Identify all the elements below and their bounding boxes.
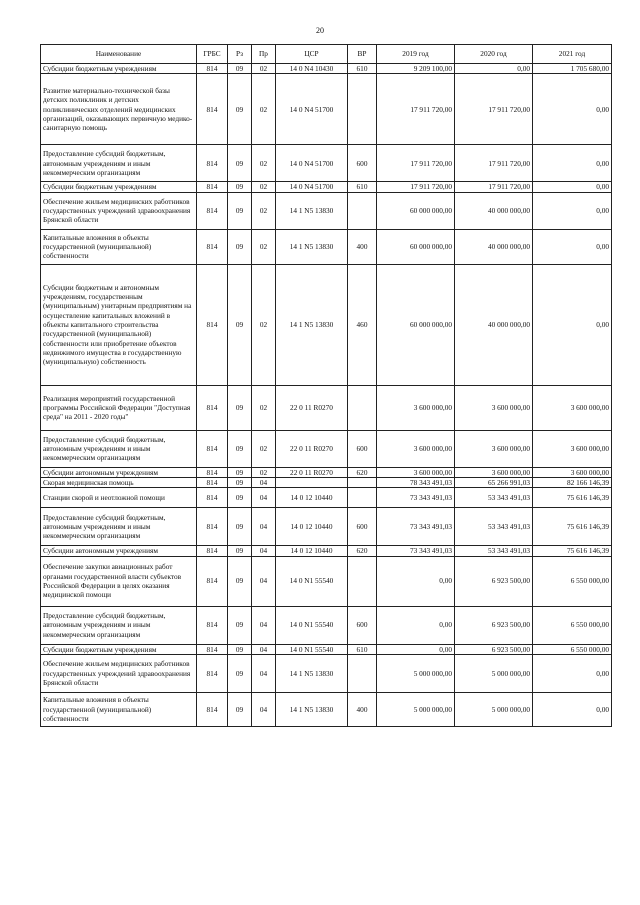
column-header: Пр xyxy=(252,45,276,64)
section-code: 09 xyxy=(228,145,252,182)
column-header: ЦСР xyxy=(276,45,348,64)
expense-type-code: 600 xyxy=(348,430,377,467)
section-code: 09 xyxy=(228,556,252,606)
amount-2019: 73 343 491,03 xyxy=(377,488,455,508)
subsection-code: 04 xyxy=(252,692,276,726)
table-body xyxy=(41,64,612,727)
item-name: Субсидии автономным учреждениям xyxy=(41,546,197,556)
column-header: 2019 год xyxy=(377,45,455,64)
amount-2019: 60 000 000,00 xyxy=(377,264,455,385)
table-row xyxy=(41,556,612,606)
subsection-code: 04 xyxy=(252,606,276,644)
expense-type-code xyxy=(348,556,377,606)
expense-type-code: 620 xyxy=(348,546,377,556)
amount-2021: 0,00 xyxy=(533,182,612,192)
subsection-code: 04 xyxy=(252,546,276,556)
section-code: 09 xyxy=(228,264,252,385)
section-code: 09 xyxy=(228,74,252,145)
section-code: 09 xyxy=(228,182,252,192)
section-code: 09 xyxy=(228,430,252,467)
expense-type-code xyxy=(348,74,377,145)
amount-2021: 3 600 000,00 xyxy=(533,430,612,467)
target-article-code: 14 0 12 10440 xyxy=(276,546,348,556)
expense-type-code: 620 xyxy=(348,467,377,477)
section-code: 09 xyxy=(228,477,252,487)
grbs-code: 814 xyxy=(197,182,228,192)
item-name: Станции скорой и неотложной помощи xyxy=(41,488,197,508)
amount-2020: 6 923 500,00 xyxy=(455,556,533,606)
amount-2021: 0,00 xyxy=(533,264,612,385)
table-row xyxy=(41,385,612,430)
expense-type-code xyxy=(348,654,377,692)
amount-2021: 75 616 146,39 xyxy=(533,508,612,546)
table-row xyxy=(41,74,612,145)
item-name: Капитальные вложения в объекты государственной (муниципальной) собственности xyxy=(41,692,197,726)
grbs-code: 814 xyxy=(197,692,228,726)
subsection-code: 02 xyxy=(252,264,276,385)
grbs-code: 814 xyxy=(197,192,228,229)
amount-2020: 6 923 500,00 xyxy=(455,644,533,654)
amount-2019: 3 600 000,00 xyxy=(377,467,455,477)
amount-2020: 53 343 491,03 xyxy=(455,508,533,546)
grbs-code: 814 xyxy=(197,385,228,430)
amount-2020: 3 600 000,00 xyxy=(455,430,533,467)
item-name: Капитальные вложения в объекты государственной (муниципальной) собственности xyxy=(41,229,197,264)
amount-2019: 78 343 491,03 xyxy=(377,477,455,487)
table-row xyxy=(41,508,612,546)
target-article-code: 14 0 12 10440 xyxy=(276,488,348,508)
target-article-code: 22 0 11 R0270 xyxy=(276,430,348,467)
grbs-code: 814 xyxy=(197,644,228,654)
item-name: Предоставление субсидий бюджетным, автономным учреждениям и иным некоммерческим организациям xyxy=(41,606,197,644)
amount-2020: 53 343 491,03 xyxy=(455,546,533,556)
expense-type-code: 610 xyxy=(348,644,377,654)
amount-2021: 75 616 146,39 xyxy=(533,488,612,508)
section-code: 09 xyxy=(228,488,252,508)
expense-type-code: 400 xyxy=(348,229,377,264)
item-name: Обеспечение жильем медицинских работников государственных учреждений здравоохранения Брянской области xyxy=(41,654,197,692)
page-number: 20 xyxy=(316,26,324,35)
target-article-code xyxy=(276,477,348,487)
amount-2020: 53 343 491,03 xyxy=(455,488,533,508)
expense-type-code: 600 xyxy=(348,145,377,182)
item-name: Субсидии автономным учреждениям xyxy=(41,467,197,477)
amount-2020: 40 000 000,00 xyxy=(455,229,533,264)
table-row xyxy=(41,477,612,487)
column-header: ВР xyxy=(348,45,377,64)
subsection-code: 02 xyxy=(252,74,276,145)
grbs-code: 814 xyxy=(197,508,228,546)
amount-2021: 1 705 680,00 xyxy=(533,64,612,74)
table-row xyxy=(41,546,612,556)
amount-2019: 60 000 000,00 xyxy=(377,229,455,264)
subsection-code: 02 xyxy=(252,145,276,182)
target-article-code: 14 0 N4 51700 xyxy=(276,145,348,182)
grbs-code: 814 xyxy=(197,556,228,606)
amount-2020: 40 000 000,00 xyxy=(455,264,533,385)
grbs-code: 814 xyxy=(197,477,228,487)
table-row xyxy=(41,264,612,385)
table-row xyxy=(41,229,612,264)
subsection-code: 04 xyxy=(252,644,276,654)
subsection-code: 04 xyxy=(252,654,276,692)
target-article-code: 14 0 12 10440 xyxy=(276,508,348,546)
amount-2021: 0,00 xyxy=(533,192,612,229)
section-code: 09 xyxy=(228,64,252,74)
target-article-code: 14 0 N1 55540 xyxy=(276,644,348,654)
amount-2021: 6 550 000,00 xyxy=(533,556,612,606)
item-name: Предоставление субсидий бюджетным, автономным учреждениям и иным некоммерческим организациям xyxy=(41,508,197,546)
amount-2020: 17 911 720,00 xyxy=(455,145,533,182)
grbs-code: 814 xyxy=(197,430,228,467)
item-name: Обеспечение жильем медицинских работников государственных учреждений здравоохранения Брянской области xyxy=(41,192,197,229)
section-code: 09 xyxy=(228,546,252,556)
target-article-code: 14 1 N5 13830 xyxy=(276,229,348,264)
subsection-code: 04 xyxy=(252,508,276,546)
section-code: 09 xyxy=(228,508,252,546)
amount-2019: 73 343 491,03 xyxy=(377,546,455,556)
table-row xyxy=(41,145,612,182)
section-code: 09 xyxy=(228,606,252,644)
item-name: Предоставление субсидий бюджетным, автономным учреждениям и иным некоммерческим организациям xyxy=(41,430,197,467)
expense-type-code xyxy=(348,192,377,229)
amount-2019: 5 000 000,00 xyxy=(377,654,455,692)
table-row xyxy=(41,692,612,726)
target-article-code: 14 0 N1 55540 xyxy=(276,556,348,606)
amount-2020: 3 600 000,00 xyxy=(455,467,533,477)
amount-2021: 0,00 xyxy=(533,654,612,692)
subsection-code: 04 xyxy=(252,488,276,508)
amount-2020: 0,00 xyxy=(455,64,533,74)
subsection-code: 02 xyxy=(252,192,276,229)
subsection-code: 02 xyxy=(252,385,276,430)
item-name: Реализация мероприятий государственной программы Российской Федерации "Доступная среда" на 2011 - 2020 годы" xyxy=(41,385,197,430)
item-name: Развитие материально-технической базы детских поликлиник и детских поликлинических отделений медицинских организаций, оказывающих первичную медико-санитарную помощь xyxy=(41,74,197,145)
amount-2021: 0,00 xyxy=(533,74,612,145)
table-row xyxy=(41,467,612,477)
expense-type-code: 610 xyxy=(348,182,377,192)
subsection-code: 02 xyxy=(252,467,276,477)
target-article-code: 22 0 11 R0270 xyxy=(276,385,348,430)
subsection-code: 02 xyxy=(252,430,276,467)
section-code: 09 xyxy=(228,385,252,430)
item-name: Субсидии бюджетным учреждениям xyxy=(41,644,197,654)
amount-2021: 0,00 xyxy=(533,145,612,182)
amount-2019: 0,00 xyxy=(377,606,455,644)
amount-2021: 6 550 000,00 xyxy=(533,606,612,644)
item-name: Предоставление субсидий бюджетным, автономным учреждениям и иным некоммерческим организациям xyxy=(41,145,197,182)
table-row xyxy=(41,488,612,508)
expense-type-code xyxy=(348,477,377,487)
column-header: Рз xyxy=(228,45,252,64)
section-code: 09 xyxy=(228,467,252,477)
amount-2020: 65 266 991,03 xyxy=(455,477,533,487)
expense-type-code: 400 xyxy=(348,692,377,726)
amount-2019: 3 600 000,00 xyxy=(377,385,455,430)
amount-2019: 5 000 000,00 xyxy=(377,692,455,726)
amount-2019: 17 911 720,00 xyxy=(377,182,455,192)
column-header: Наименование xyxy=(41,45,197,64)
table-row xyxy=(41,654,612,692)
item-name: Субсидии бюджетным учреждениям xyxy=(41,182,197,192)
item-name: Скорая медицинская помощь xyxy=(41,477,197,487)
amount-2021: 3 600 000,00 xyxy=(533,467,612,477)
amount-2021: 0,00 xyxy=(533,229,612,264)
grbs-code: 814 xyxy=(197,546,228,556)
target-article-code: 14 0 N4 51700 xyxy=(276,74,348,145)
expense-type-code: 600 xyxy=(348,606,377,644)
amount-2021: 6 550 000,00 xyxy=(533,644,612,654)
column-header: ГРБС xyxy=(197,45,228,64)
amount-2020: 17 911 720,00 xyxy=(455,182,533,192)
grbs-code: 814 xyxy=(197,488,228,508)
table-row xyxy=(41,182,612,192)
grbs-code: 814 xyxy=(197,467,228,477)
section-code: 09 xyxy=(228,229,252,264)
grbs-code: 814 xyxy=(197,64,228,74)
budget-table xyxy=(40,44,612,727)
amount-2021: 3 600 000,00 xyxy=(533,385,612,430)
amount-2019: 0,00 xyxy=(377,556,455,606)
column-header: 2021 год xyxy=(533,45,612,64)
amount-2020: 3 600 000,00 xyxy=(455,385,533,430)
grbs-code: 814 xyxy=(197,145,228,182)
section-code: 09 xyxy=(228,644,252,654)
target-article-code: 14 1 N5 13830 xyxy=(276,192,348,229)
table-header-row xyxy=(41,45,612,64)
table-row xyxy=(41,64,612,74)
subsection-code: 04 xyxy=(252,477,276,487)
subsection-code: 02 xyxy=(252,182,276,192)
amount-2019: 17 911 720,00 xyxy=(377,145,455,182)
expense-type-code: 600 xyxy=(348,508,377,546)
table-row xyxy=(41,644,612,654)
grbs-code: 814 xyxy=(197,606,228,644)
amount-2019: 73 343 491,03 xyxy=(377,508,455,546)
table-row xyxy=(41,430,612,467)
column-header: 2020 год xyxy=(455,45,533,64)
amount-2019: 60 000 000,00 xyxy=(377,192,455,229)
expense-type-code: 460 xyxy=(348,264,377,385)
target-article-code: 14 0 N4 51700 xyxy=(276,182,348,192)
amount-2020: 17 911 720,00 xyxy=(455,74,533,145)
expense-type-code: 610 xyxy=(348,64,377,74)
item-name: Обеспечение закупки авиационных работ органами государственной власти субъектов Российской Федерации в целях оказания медицинской помощи xyxy=(41,556,197,606)
section-code: 09 xyxy=(228,692,252,726)
grbs-code: 814 xyxy=(197,654,228,692)
target-article-code: 22 0 11 R0270 xyxy=(276,467,348,477)
amount-2020: 40 000 000,00 xyxy=(455,192,533,229)
grbs-code: 814 xyxy=(197,229,228,264)
subsection-code: 02 xyxy=(252,229,276,264)
section-code: 09 xyxy=(228,192,252,229)
item-name: Субсидии бюджетным и автономным учреждениям, государственным (муниципальным) унитарным предприятиям на осуществление капитальных вложений в объекты капитального строительства государственной (муниципальной) собственности или приобретение объектов недвижимого имущества в государственную (муниципальную) собственность xyxy=(41,264,197,385)
table-row xyxy=(41,606,612,644)
amount-2021: 82 166 146,39 xyxy=(533,477,612,487)
target-article-code: 14 1 N5 13830 xyxy=(276,264,348,385)
amount-2020: 5 000 000,00 xyxy=(455,692,533,726)
item-name: Субсидии бюджетным учреждениям xyxy=(41,64,197,74)
subsection-code: 02 xyxy=(252,64,276,74)
expense-type-code xyxy=(348,488,377,508)
table-row xyxy=(41,192,612,229)
amount-2019: 3 600 000,00 xyxy=(377,430,455,467)
target-article-code: 14 0 N1 55540 xyxy=(276,606,348,644)
grbs-code: 814 xyxy=(197,74,228,145)
grbs-code: 814 xyxy=(197,264,228,385)
amount-2021: 75 616 146,39 xyxy=(533,546,612,556)
target-article-code: 14 0 N4 10430 xyxy=(276,64,348,74)
amount-2021: 0,00 xyxy=(533,692,612,726)
section-code: 09 xyxy=(228,654,252,692)
expense-type-code xyxy=(348,385,377,430)
target-article-code: 14 1 N5 13830 xyxy=(276,654,348,692)
amount-2019: 0,00 xyxy=(377,644,455,654)
target-article-code: 14 1 N5 13830 xyxy=(276,692,348,726)
subsection-code: 04 xyxy=(252,556,276,606)
amount-2019: 17 911 720,00 xyxy=(377,74,455,145)
amount-2019: 9 209 100,00 xyxy=(377,64,455,74)
amount-2020: 5 000 000,00 xyxy=(455,654,533,692)
amount-2020: 6 923 500,00 xyxy=(455,606,533,644)
